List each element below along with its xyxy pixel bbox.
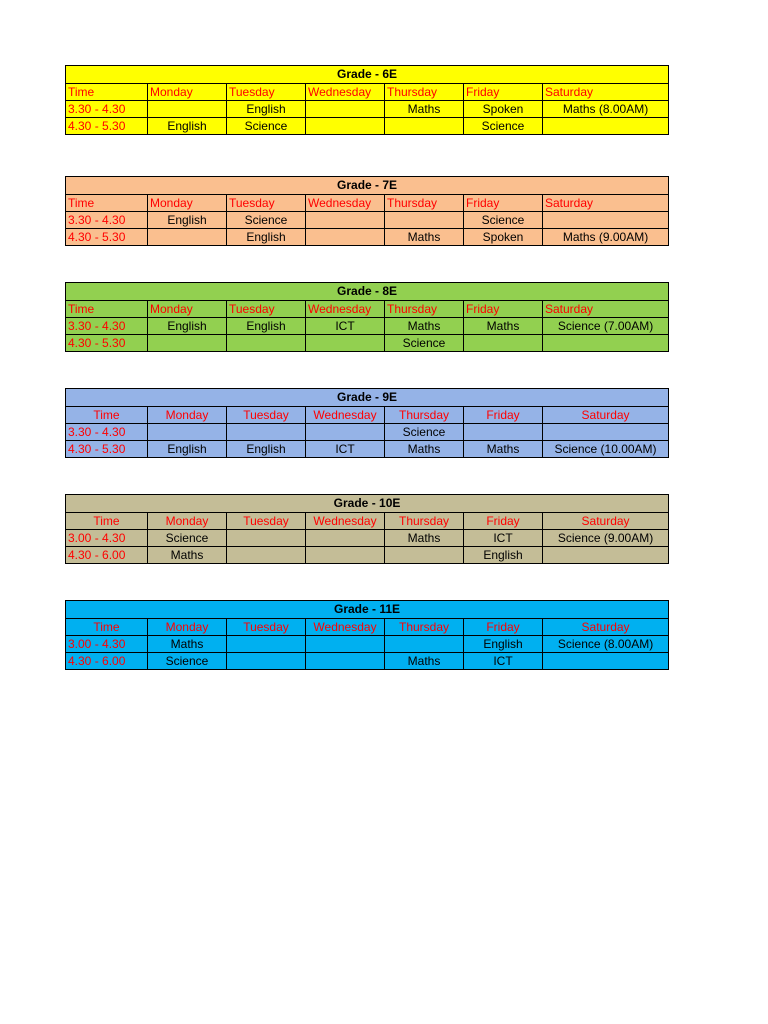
column-header-saturday[interactable]: Saturday — [543, 619, 669, 636]
column-header-tuesday[interactable]: Tuesday — [227, 407, 306, 424]
subject-cell[interactable]: Science — [227, 212, 306, 229]
subject-cell[interactable] — [464, 335, 543, 352]
subject-cell[interactable] — [227, 653, 306, 670]
column-header-friday[interactable]: Friday — [464, 195, 543, 212]
subject-cell[interactable]: Maths — [385, 229, 464, 246]
timetable-title-row — [66, 389, 669, 407]
timetable-grade — [65, 388, 669, 458]
subject-cell[interactable] — [306, 229, 385, 246]
timetable-header-row — [66, 301, 669, 318]
column-header-monday[interactable]: Monday — [148, 513, 227, 530]
column-header-monday[interactable]: Monday — [148, 407, 227, 424]
column-header-time[interactable]: Time — [66, 84, 148, 101]
subject-cell[interactable]: Maths — [385, 530, 464, 547]
timetable-title-row — [66, 495, 669, 513]
subject-cell[interactable] — [306, 212, 385, 229]
subject-cell[interactable] — [306, 530, 385, 547]
column-header-saturday[interactable]: Saturday — [543, 84, 669, 101]
subject-cell[interactable]: Science — [227, 118, 306, 135]
subject-cell[interactable] — [306, 335, 385, 352]
subject-cell[interactable] — [148, 101, 227, 118]
column-header-thursday[interactable]: Thursday — [385, 301, 464, 318]
subject-cell[interactable]: English — [148, 318, 227, 335]
time-slot-cell[interactable]: 3.30 - 4.30 — [66, 101, 148, 118]
subject-cell[interactable] — [306, 653, 385, 670]
column-header-thursday[interactable]: Thursday — [385, 84, 464, 101]
subject-cell[interactable]: Science (10.00AM) — [543, 441, 669, 458]
column-header-time[interactable]: Time — [66, 407, 148, 424]
column-header-monday[interactable]: Monday — [148, 84, 227, 101]
column-header-monday[interactable]: Monday — [148, 619, 227, 636]
table-row — [66, 636, 669, 653]
time-slot-cell[interactable]: 3.30 - 4.30 — [66, 424, 148, 441]
timetable-header-row — [66, 84, 669, 101]
timetable-title-row — [66, 66, 669, 84]
subject-cell[interactable]: Maths (8.00AM) — [543, 101, 669, 118]
subject-cell[interactable] — [227, 530, 306, 547]
subject-cell[interactable]: Maths (9.00AM) — [543, 229, 669, 246]
subject-cell[interactable] — [306, 636, 385, 653]
column-header-tuesday[interactable]: Tuesday — [227, 513, 306, 530]
subject-cell[interactable]: Spoken — [464, 229, 543, 246]
column-header-wednesday[interactable]: Wednesday — [306, 619, 385, 636]
subject-cell[interactable]: Science — [148, 530, 227, 547]
subject-cell[interactable]: Maths — [385, 653, 464, 670]
timetable-header-row — [66, 619, 669, 636]
timetable-title[interactable]: Grade - 10E — [66, 495, 669, 513]
time-slot-cell[interactable]: 4.30 - 6.00 — [66, 653, 148, 670]
column-header-saturday[interactable]: Saturday — [543, 195, 669, 212]
subject-cell[interactable] — [306, 101, 385, 118]
column-header-time[interactable]: Time — [66, 619, 148, 636]
column-header-thursday[interactable]: Thursday — [385, 407, 464, 424]
subject-cell[interactable] — [148, 229, 227, 246]
column-header-friday[interactable]: Friday — [464, 84, 543, 101]
subject-cell[interactable] — [543, 335, 669, 352]
time-slot-cell[interactable]: 4.30 - 5.30 — [66, 441, 148, 458]
timetable-grade — [65, 65, 669, 135]
subject-cell[interactable]: Maths — [385, 318, 464, 335]
time-slot-cell[interactable]: 4.30 - 6.00 — [66, 547, 148, 564]
subject-cell[interactable]: ICT — [464, 653, 543, 670]
subject-cell[interactable] — [464, 424, 543, 441]
subject-cell[interactable] — [306, 547, 385, 564]
column-header-time[interactable]: Time — [66, 301, 148, 318]
subject-cell[interactable]: Maths — [385, 101, 464, 118]
subject-cell[interactable] — [385, 118, 464, 135]
subject-cell[interactable]: English — [148, 441, 227, 458]
column-header-tuesday[interactable]: Tuesday — [227, 619, 306, 636]
time-slot-cell[interactable]: 3.30 - 4.30 — [66, 212, 148, 229]
subject-cell[interactable]: English — [227, 101, 306, 118]
subject-cell[interactable]: Maths — [385, 441, 464, 458]
column-header-time[interactable]: Time — [66, 513, 148, 530]
subject-cell[interactable]: Science (7.00AM) — [543, 318, 669, 335]
column-header-wednesday[interactable]: Wednesday — [306, 407, 385, 424]
table-row — [66, 653, 669, 670]
subject-cell[interactable]: English — [464, 636, 543, 653]
timetable-grade — [65, 600, 669, 670]
subject-cell[interactable] — [306, 118, 385, 135]
timetable-grade — [65, 282, 669, 352]
column-header-tuesday[interactable]: Tuesday — [227, 195, 306, 212]
subject-cell[interactable] — [385, 547, 464, 564]
subject-cell[interactable]: Maths — [148, 547, 227, 564]
subject-cell[interactable]: ICT — [306, 441, 385, 458]
timetable-grade — [65, 176, 669, 246]
subject-cell[interactable]: Science — [148, 653, 227, 670]
subject-cell[interactable] — [385, 636, 464, 653]
subject-cell[interactable]: Maths — [464, 318, 543, 335]
subject-cell[interactable]: Science (8.00AM) — [543, 636, 669, 653]
subject-cell[interactable]: Science — [385, 335, 464, 352]
subject-cell[interactable] — [385, 212, 464, 229]
column-header-wednesday[interactable]: Wednesday — [306, 301, 385, 318]
timetable-header-row — [66, 407, 669, 424]
subject-cell[interactable]: English — [227, 229, 306, 246]
column-header-tuesday[interactable]: Tuesday — [227, 301, 306, 318]
timetable-title[interactable]: Grade - 6E — [66, 66, 669, 84]
subject-cell[interactable] — [227, 424, 306, 441]
column-header-thursday[interactable]: Thursday — [385, 513, 464, 530]
subject-cell[interactable]: English — [227, 318, 306, 335]
subject-cell[interactable] — [543, 118, 669, 135]
subject-cell[interactable]: ICT — [464, 530, 543, 547]
timetable-header-row — [66, 513, 669, 530]
subject-cell[interactable]: English — [148, 212, 227, 229]
timetable-title-row — [66, 177, 669, 195]
subject-cell[interactable]: Science (9.00AM) — [543, 530, 669, 547]
table-row — [66, 530, 669, 547]
subject-cell[interactable]: English — [227, 441, 306, 458]
column-header-wednesday[interactable]: Wednesday — [306, 84, 385, 101]
table-row — [66, 547, 669, 564]
timetable-grade — [65, 494, 669, 564]
timetable-title[interactable]: Grade - 7E — [66, 177, 669, 195]
subject-cell[interactable] — [227, 335, 306, 352]
subject-cell[interactable]: Science — [385, 424, 464, 441]
column-header-friday[interactable]: Friday — [464, 619, 543, 636]
timetable-title[interactable]: Grade - 8E — [66, 283, 669, 301]
time-slot-cell[interactable]: 4.30 - 5.30 — [66, 118, 148, 135]
subject-cell[interactable] — [227, 547, 306, 564]
column-header-friday[interactable]: Friday — [464, 301, 543, 318]
time-slot-cell[interactable]: 3.30 - 4.30 — [66, 318, 148, 335]
column-header-saturday[interactable]: Saturday — [543, 513, 669, 530]
subject-cell[interactable] — [543, 424, 669, 441]
column-header-thursday[interactable]: Thursday — [385, 195, 464, 212]
table-row — [66, 335, 669, 352]
subject-cell[interactable] — [227, 636, 306, 653]
subject-cell[interactable]: ICT — [306, 318, 385, 335]
column-header-friday[interactable]: Friday — [464, 407, 543, 424]
subject-cell[interactable]: English — [148, 118, 227, 135]
column-header-tuesday[interactable]: Tuesday — [227, 84, 306, 101]
subject-cell[interactable]: Science — [464, 212, 543, 229]
subject-cell[interactable]: Maths — [148, 636, 227, 653]
subject-cell[interactable] — [306, 424, 385, 441]
subject-cell[interactable] — [543, 547, 669, 564]
subject-cell[interactable]: Science — [464, 118, 543, 135]
subject-cell[interactable]: Spoken — [464, 101, 543, 118]
column-header-time[interactable]: Time — [66, 195, 148, 212]
subject-cell[interactable]: Maths — [464, 441, 543, 458]
table-row — [66, 118, 669, 135]
subject-cell[interactable] — [543, 212, 669, 229]
column-header-monday[interactable]: Monday — [148, 195, 227, 212]
timetable-title-row — [66, 601, 669, 619]
column-header-wednesday[interactable]: Wednesday — [306, 195, 385, 212]
subject-cell[interactable] — [148, 335, 227, 352]
time-slot-cell[interactable]: 4.30 - 5.30 — [66, 229, 148, 246]
column-header-wednesday[interactable]: Wednesday — [306, 513, 385, 530]
table-row — [66, 441, 669, 458]
table-row — [66, 318, 669, 335]
time-slot-cell[interactable]: 3.00 - 4.30 — [66, 530, 148, 547]
timetable-title[interactable]: Grade - 9E — [66, 389, 669, 407]
subject-cell[interactable]: English — [464, 547, 543, 564]
timetable-title-row — [66, 283, 669, 301]
table-row — [66, 424, 669, 441]
table-row — [66, 229, 669, 246]
column-header-friday[interactable]: Friday — [464, 513, 543, 530]
subject-cell[interactable] — [543, 653, 669, 670]
time-slot-cell[interactable]: 3.00 - 4.30 — [66, 636, 148, 653]
timetable-title[interactable]: Grade - 11E — [66, 601, 669, 619]
subject-cell[interactable] — [148, 424, 227, 441]
column-header-saturday[interactable]: Saturday — [543, 301, 669, 318]
column-header-monday[interactable]: Monday — [148, 301, 227, 318]
column-header-thursday[interactable]: Thursday — [385, 619, 464, 636]
time-slot-cell[interactable]: 4.30 - 5.30 — [66, 335, 148, 352]
column-header-saturday[interactable]: Saturday — [543, 407, 669, 424]
timetable-header-row — [66, 195, 669, 212]
table-row — [66, 101, 669, 118]
table-row — [66, 212, 669, 229]
